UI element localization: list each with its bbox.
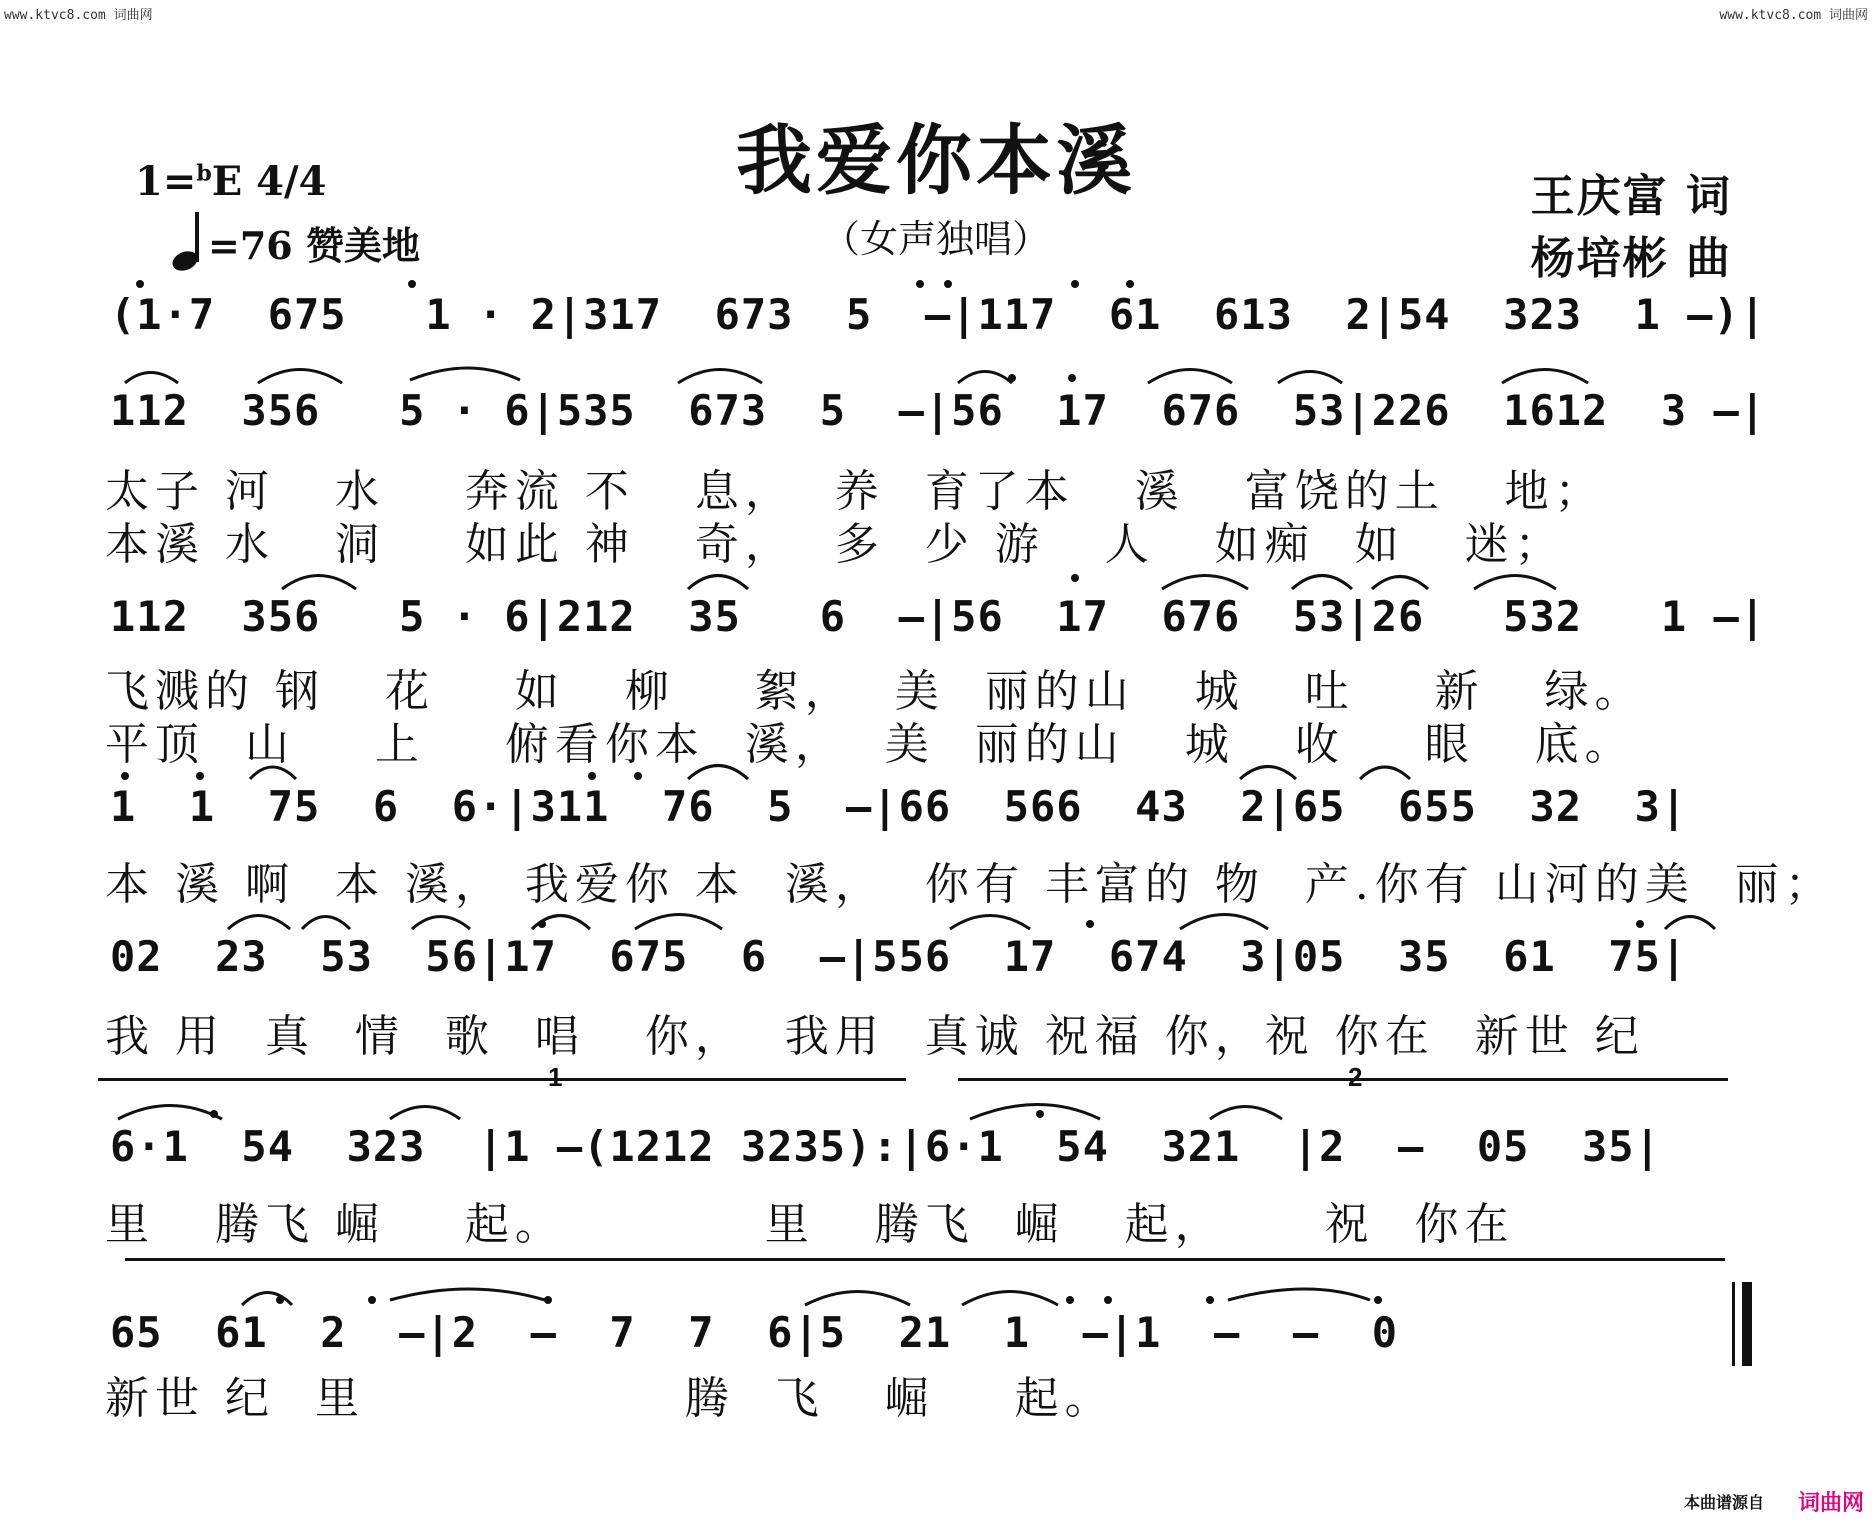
slur-arc	[678, 370, 762, 384]
slur-arc	[1278, 372, 1342, 384]
volta-label-2: 2	[1348, 1062, 1363, 1092]
lyric-line-3: 本 溪 啊 本 溪， 我爱你 本 溪， 你有 丰富的 物 产.你有 山河的美 丽；	[105, 859, 1835, 910]
score-notes-line-3: 1 1 75 6 6·|311 76 5 —|66 566 43 2|65 655 32 3|	[110, 782, 1688, 831]
site-watermark-left: www.ktvc8.com 词曲网	[4, 8, 153, 23]
slur-arc	[1148, 370, 1232, 384]
octave-dot	[1071, 280, 1079, 288]
lyric-line-2-verse-2: 平顶 山 上 俯看你本 溪， 美 丽的山 城 收 眼 底。	[105, 719, 1635, 770]
slur-arc	[970, 1105, 1100, 1120]
octave-dot	[538, 920, 546, 928]
slur-arc	[1372, 577, 1428, 590]
slur-arc	[1502, 370, 1588, 384]
slur-arc	[950, 916, 1030, 930]
slur-arc	[1292, 576, 1352, 590]
slur-arc	[688, 766, 748, 780]
octave-dot	[916, 280, 924, 288]
octave-dot	[588, 772, 596, 780]
slur-arc	[635, 915, 722, 930]
slur-arc	[805, 1292, 910, 1306]
tempo-text: =76 赞美地	[208, 223, 420, 268]
footer-logo: 词曲网	[1797, 1490, 1864, 1515]
slur-arc	[688, 576, 748, 590]
octave-dot	[210, 1110, 218, 1118]
lyric-line-2-verse-1: 飞溅的 钢 花 如 柳 絮， 美 丽的山 城 吐 新 绿。	[105, 666, 1645, 717]
slur-arc	[962, 1292, 1058, 1306]
octave-dot	[1008, 374, 1016, 382]
slur-arc	[1180, 915, 1268, 930]
octave-dot	[1036, 1110, 1044, 1118]
octave-dot	[1086, 920, 1094, 928]
slur-arc	[410, 368, 520, 380]
score-notes-line-5: 6·1 54 323 |1 —(1212 3235):|6·1 54 321 |2 — 05 35|	[110, 1122, 1661, 1171]
slur-arc	[1665, 917, 1715, 930]
octave-dot	[944, 280, 952, 288]
slur-arc	[125, 373, 178, 384]
key-suffix: E 4/4	[211, 158, 327, 205]
lyric-line-4: 我 用 真 情 歌 唱 你， 我用 真诚 祝福 你，祝 你在 新世 纪	[105, 1011, 1645, 1062]
octave-dot	[544, 1296, 552, 1304]
octave-dot	[634, 772, 642, 780]
octave-dot	[1374, 1296, 1382, 1304]
score-notes-line-2: 112 356 5 · 6|212 35 6 —|56 17 676 53|26 532 1 —|	[110, 592, 1767, 641]
lyric-line-5: 里 腾飞 崛 起。 里 腾飞 崛 起， 祝 你在	[105, 1199, 1515, 1250]
slur-arc	[1162, 576, 1248, 590]
slur-arc	[1360, 767, 1410, 779]
octave-dot	[1104, 1296, 1112, 1304]
song-subtitle: （女声独唱）	[821, 217, 1050, 261]
octave-dot	[1071, 574, 1079, 582]
score-notes-line-0: (1·7 675 1 · 2|317 673 5 —|117 61 613 2|54 323 1 —)|	[110, 290, 1767, 339]
octave-dot	[121, 772, 129, 780]
octave-dot	[196, 772, 204, 780]
slur-arc	[390, 1107, 460, 1120]
slur-arc	[1240, 767, 1296, 780]
octave-dot	[136, 280, 144, 288]
lyric-line-1-verse-2: 本溪 水 洞 如此 神 奇， 多 少 游 人 如痴 如 迷；	[105, 519, 1565, 570]
key-prefix: 1=	[135, 158, 197, 205]
slur-arc	[958, 372, 1012, 384]
volta-label-1: 1	[548, 1062, 563, 1092]
slur-arc	[118, 1106, 222, 1120]
slur-arc	[250, 767, 296, 779]
octave-dot	[1206, 1296, 1214, 1304]
slur-arc	[258, 370, 342, 384]
slur-arc	[228, 916, 290, 930]
score-notes-line-1: 112 356 5 · 6|535 673 5 —|56 17 676 53|226 1612 3 —|	[110, 386, 1767, 435]
octave-dot	[1126, 280, 1134, 288]
octave-dot	[368, 1296, 376, 1304]
octave-dot	[1636, 920, 1644, 928]
slur-arc	[1210, 1107, 1282, 1120]
slur-arc	[412, 917, 470, 930]
site-watermark-right: www.ktvc8.com 词曲网	[1719, 8, 1868, 23]
slur-arc	[282, 576, 356, 590]
octave-dot	[1066, 1296, 1074, 1304]
slur-arc	[242, 1293, 292, 1306]
key-flat: b	[196, 160, 212, 187]
lyric-line-1-verse-1: 太子 河 水 奔流 不 息， 养 育了本 溪 富饶的土 地；	[105, 466, 1605, 517]
song-title: 我爱你本溪	[736, 116, 1136, 205]
slur-arc	[1474, 576, 1556, 590]
lyricist-credit: 王庆富 词	[1530, 171, 1732, 222]
octave-dot	[1068, 374, 1076, 382]
slur-arc	[1228, 1289, 1370, 1300]
score-notes-line-6: 65 61 2 —|2 — 7 7 6|5 21 1 —|1 — — 0	[110, 1308, 1399, 1357]
octave-dot	[408, 280, 416, 288]
composer-credit: 杨培彬 曲	[1530, 233, 1732, 284]
lyric-line-6: 新世 纪 里 腾 飞 崛 起。	[105, 1373, 1115, 1424]
footer-source-note: 本曲谱源自	[1683, 1495, 1764, 1512]
slur-arc	[302, 917, 350, 930]
score-notes-line-4: 02 23 53 56|17 675 6 —|556 17 674 3|05 35 61 75|	[110, 932, 1688, 981]
slur-arc	[390, 1289, 545, 1300]
octave-dot	[276, 1296, 284, 1304]
